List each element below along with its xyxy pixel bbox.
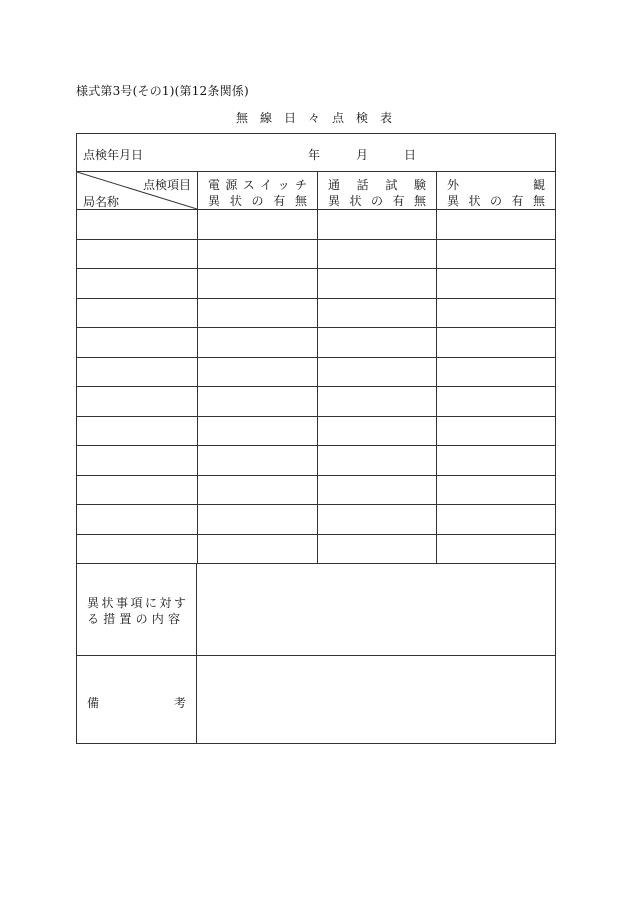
call-test-cell[interactable] [317,476,437,505]
power-switch-cell[interactable] [197,476,318,505]
day-label: 日 [404,148,417,162]
data-rows [77,210,555,564]
power-switch-cell[interactable] [197,535,318,564]
table-row [77,387,555,417]
table-row [77,446,555,476]
form-title: 無線日々点検表 [236,111,405,125]
power-switch-cell[interactable] [197,210,318,239]
station-name-cell[interactable] [77,358,197,387]
table-row [77,210,555,240]
power-switch-cell[interactable] [197,299,318,328]
table-row [77,505,555,535]
table-row [77,299,555,329]
header-appearance [436,172,555,209]
inspection-sheet [76,133,556,744]
month-label: 月 [356,148,369,162]
call-test-cell[interactable] [317,240,437,269]
call-test-cell[interactable] [317,210,437,239]
remarks-label: 備 考 [87,696,186,710]
table-row [77,269,555,299]
appearance-cell[interactable] [436,387,556,416]
table-row [77,476,555,506]
header-line: 異 状 の 有 無 [447,194,545,208]
call-test-cell[interactable] [317,387,437,416]
header-power-switch [197,172,317,209]
table-row [77,417,555,447]
call-test-cell[interactable] [317,535,437,564]
appearance-cell[interactable] [436,328,556,357]
table-row [77,358,555,388]
header-line: 外 観 [447,178,545,192]
power-switch-cell[interactable] [197,240,318,269]
station-name-cell[interactable] [77,240,197,269]
power-switch-cell[interactable] [197,358,318,387]
measures-field[interactable] [197,564,555,655]
table-row [77,240,555,270]
measures-block [77,564,555,656]
station-name-cell[interactable] [77,505,197,534]
power-switch-cell[interactable] [197,505,318,534]
power-switch-cell[interactable] [197,387,318,416]
station-name-cell[interactable] [77,535,197,564]
appearance-cell[interactable] [436,417,556,446]
remarks-field[interactable] [197,656,555,743]
power-switch-cell[interactable] [197,269,318,298]
station-name-cell[interactable] [77,210,197,239]
appearance-cell[interactable] [436,240,556,269]
measures-label-line: 異 状 事 項 に 対 す [87,596,186,610]
station-name-label: 局名称 [83,195,120,209]
form-number: 様式第3号(その1)(第12条関係) [76,84,249,98]
call-test-cell[interactable] [317,269,437,298]
appearance-cell[interactable] [436,505,556,534]
remarks-label-cell [77,656,197,743]
call-test-cell[interactable] [317,358,437,387]
header-line: 異 状 の 有 無 [328,194,426,208]
header-line: 電 源 ス イ ッ チ [208,178,307,192]
table-row [77,535,555,565]
appearance-cell[interactable] [436,446,556,475]
header-call-test [317,172,436,209]
call-test-cell[interactable] [317,299,437,328]
station-name-cell[interactable] [77,446,197,475]
call-test-cell[interactable] [317,417,437,446]
appearance-cell[interactable] [436,535,556,564]
appearance-cell[interactable] [436,210,556,239]
header-line: 異 状 の 有 無 [208,194,307,208]
power-switch-cell[interactable] [197,328,318,357]
remarks-block [77,656,555,743]
station-name-cell[interactable] [77,417,197,446]
header-corner-cell [77,172,197,209]
table-header [77,172,555,210]
station-name-cell[interactable] [77,387,197,416]
station-name-cell[interactable] [77,299,197,328]
year-label: 年 [308,148,321,162]
call-test-cell[interactable] [317,446,437,475]
appearance-cell[interactable] [436,269,556,298]
power-switch-cell[interactable] [197,417,318,446]
station-name-cell[interactable] [77,476,197,505]
inspection-item-label: 点検項目 [142,178,191,192]
appearance-cell[interactable] [436,358,556,387]
table-row [77,328,555,358]
inspection-date-label: 点検年月日 [83,148,144,162]
header-line: 通 話 試 験 [328,178,426,192]
measures-label-line: る 措 置 の 内 容 [87,612,180,626]
station-name-cell[interactable] [77,328,197,357]
measures-label-cell [77,564,197,655]
appearance-cell[interactable] [436,476,556,505]
power-switch-cell[interactable] [197,446,318,475]
inspection-date-row[interactable] [77,134,555,172]
call-test-cell[interactable] [317,505,437,534]
call-test-cell[interactable] [317,328,437,357]
appearance-cell[interactable] [436,299,556,328]
station-name-cell[interactable] [77,269,197,298]
